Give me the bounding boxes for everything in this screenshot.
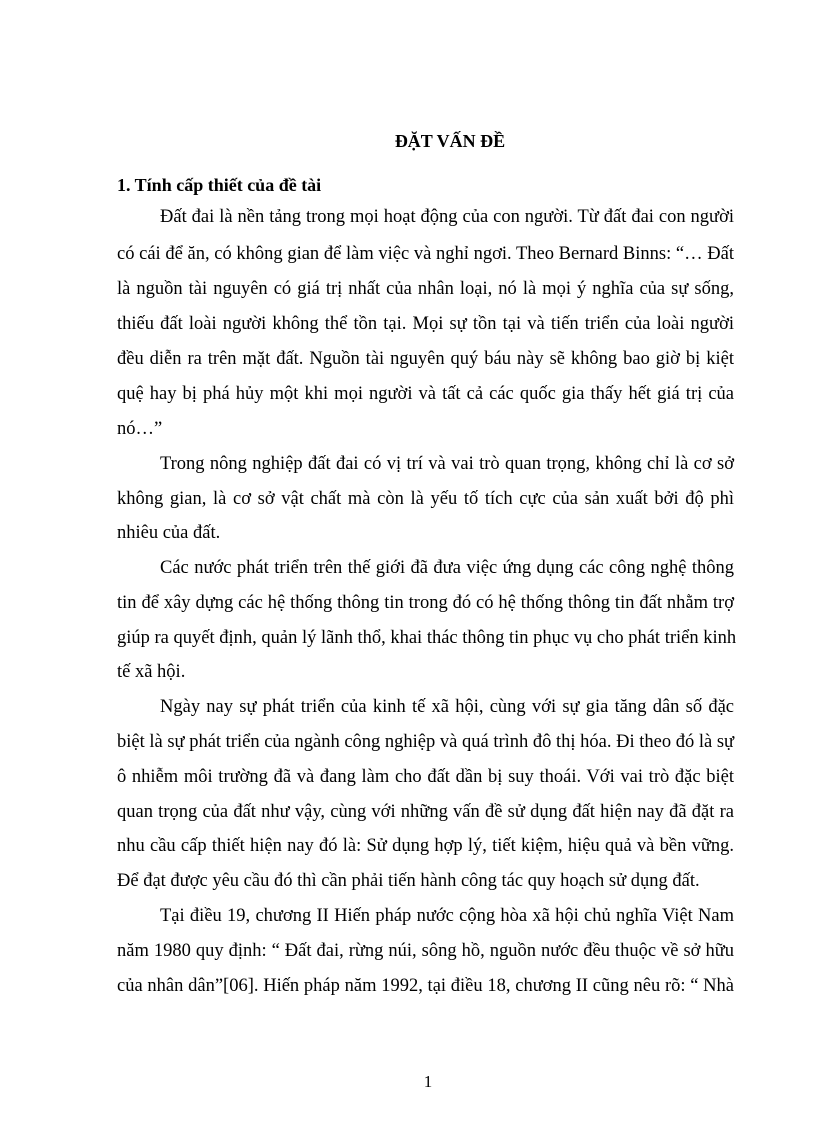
page-number: 1: [423, 1072, 433, 1091]
text-line: nó…”: [117, 419, 163, 439]
text-line: thiếu đất loài người không thể tồn tại. Mọi sự tồn tại và tiến triển của loài người: [117, 314, 734, 334]
text-line: Ngày nay sự phát triển của kinh tế xã hội, cùng với sự gia tăng dân số đặc: [160, 697, 734, 717]
page-title: ĐẶT VẤN ĐỀ: [394, 131, 506, 151]
text-line: ô nhiễm môi trường đã và đang làm cho đất dần bị suy thoái. Với vai trò đặc biệt: [117, 767, 734, 787]
section-heading: 1. Tính cấp thiết của đề tài: [117, 175, 322, 195]
text-line: quan trọng của đất như vậy, cùng với những vấn đề sử dụng đất hiện nay đã đặt ra: [117, 802, 734, 822]
text-line: Để đạt được yêu cầu đó thì cần phải tiến hành công tác quy hoạch sử dụng đất.: [117, 871, 700, 891]
text-line: của nhân dân”[06]. Hiến pháp năm 1992, tại điều 18, chương II cũng nêu rõ: “ Nhà: [117, 976, 734, 996]
text-line: nhu cầu cấp thiết hiện nay đó là: Sử dụng hợp lý, tiết kiệm, hiệu quả và bền vững.: [117, 836, 734, 856]
text-line: năm 1980 quy định: “ Đất đai, rừng núi, sông hồ, nguồn nước đều thuộc về sở hữu: [117, 941, 734, 961]
text-line: là nguồn tài nguyên có giá trị nhất của nhân loại, nó là mọi ý nghĩa của sự sống,: [117, 279, 734, 299]
text-line: Đất đai là nền tảng trong mọi hoạt động của con người. Từ đất đai con người: [160, 207, 734, 227]
text-line: nhiêu của đất.: [117, 523, 221, 543]
text-line: Tại điều 19, chương II Hiến pháp nước cộng hòa xã hội chủ nghĩa Việt Nam: [160, 906, 734, 926]
text-line: có cái để ăn, có không gian để làm việc và nghỉ ngơi. Theo Bernard Binns: “… Đất: [117, 244, 734, 264]
text-line: Trong nông nghiệp đất đai có vị trí và vai trò quan trọng, không chỉ là cơ sở: [160, 454, 734, 474]
text-line: giúp ra quyết định, quản lý lãnh thổ, khai thác thông tin phục vụ cho phát triển kinh: [117, 628, 737, 648]
text-line: Các nước phát triển trên thế giới đã đưa việc ứng dụng các công nghệ thông: [160, 558, 734, 578]
text-line: đều diễn ra trên mặt đất. Nguồn tài nguyên quý báu này sẽ không bao giờ bị kiệt: [117, 349, 734, 369]
text-line: tin để xây dựng các hệ thống thông tin trong đó có hệ thống thông tin đất nhằm trợ: [117, 593, 734, 613]
text-line: quệ hay bị phá hủy một khi mọi người và tất cả các quốc gia thấy hết giá trị của: [117, 384, 734, 404]
text-line: tế xã hội.: [117, 662, 186, 682]
text-line: không gian, là cơ sở vật chất mà còn là yếu tố tích cực của sản xuất bởi độ phì: [117, 489, 734, 509]
text-line: biệt là sự phát triển của ngành công nghiệp và quá trình đô thị hóa. Đi theo đó là sự: [117, 732, 735, 752]
